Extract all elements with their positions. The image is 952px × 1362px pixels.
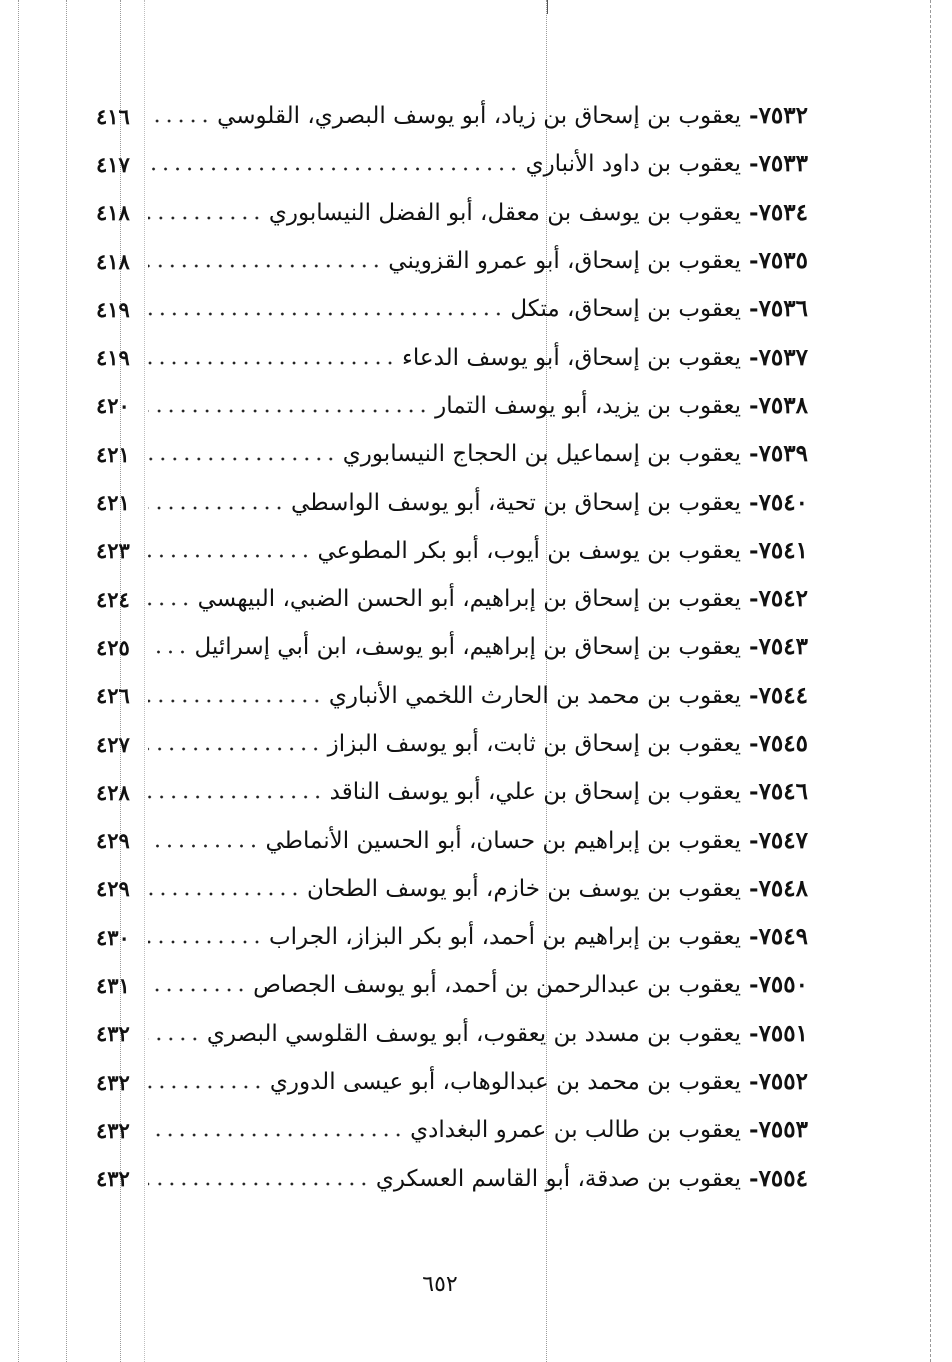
entry-title: يعقوب بن طالب بن عمرو البغدادي: [410, 1117, 742, 1144]
toc-entry: [96, 623, 808, 671]
dot-leader: [148, 793, 324, 801]
entry-number: ٧٥٥٤-: [749, 1164, 808, 1192]
entry-page-number: ٤٢٩: [96, 876, 130, 902]
dot-leader: [148, 262, 382, 270]
entry-number: ٧٥٤١-: [749, 536, 808, 564]
dot-leader: [148, 842, 259, 850]
entry-number: ٧٥٣٧-: [749, 343, 808, 371]
entry-page-number: ٤٣٠: [96, 924, 130, 950]
entry-text: [388, 249, 808, 273]
entry-page-number: ٤١٨: [96, 248, 130, 274]
entry-number: ٧٥٣٤-: [749, 198, 808, 226]
toc-entry: [96, 333, 808, 381]
dot-leader: [148, 890, 301, 898]
entry-page-number: ٤٢٨: [96, 779, 130, 805]
toc-entry: [96, 575, 808, 623]
entry-page-number: ٤٢٦: [96, 683, 130, 709]
entry-text: [435, 391, 808, 419]
toc-entry: [96, 913, 808, 961]
entry-title: يعقوب بن محمد بن عبدالوهاب، أبو عيسى الدوري: [269, 1069, 742, 1096]
dot-leader: [148, 1083, 264, 1091]
entry-text: [291, 488, 808, 516]
entry-text: [269, 925, 808, 949]
entry-number: ٧٥٥٠-: [749, 971, 808, 999]
toc-entry: [96, 382, 808, 430]
entry-number: ٧٥٥٣-: [749, 1116, 808, 1144]
scan-artifact-line: [18, 0, 19, 1362]
entry-number: ٧٥٣٩-: [749, 440, 808, 468]
toc-entry: [96, 237, 808, 285]
entry-number: ٧٥٤٩-: [749, 923, 808, 951]
entry-page-number: ٤٣٢: [96, 1117, 130, 1143]
dot-leader: [148, 1131, 404, 1139]
entry-text: [270, 1070, 808, 1094]
entry-title: يعقوب بن إسحاق بن ثابت، أبو يوسف البزاز: [327, 731, 742, 757]
page-number: ٦٥٢: [422, 1272, 458, 1297]
entry-title: يعقوب بن إسحاق بن إبراهيم، أبو الحسن الضبي، البيهسي: [197, 586, 742, 613]
entry-page-number: ٤٢١: [96, 441, 130, 467]
entry-number: ٧٥٥٢-: [749, 1068, 808, 1096]
entry-number: ٧٥٤٨-: [749, 874, 808, 902]
entry-page-number: ٤٢٣: [96, 538, 130, 564]
dot-leader: [148, 745, 322, 753]
toc-entry: [96, 1106, 808, 1154]
entry-title: يعقوب بن إسحاق، متكل: [510, 296, 742, 323]
entry-page-number: ٤٢٠: [96, 393, 130, 419]
entry-text: [268, 198, 808, 226]
entry-text: [194, 635, 808, 659]
toc-entry: [96, 1155, 808, 1203]
entry-title: يعقوب بن إسحاق بن علي، أبو يوسف الناقد: [329, 779, 742, 806]
entry-page-number: ٤١٦: [96, 103, 130, 129]
entry-page-number: ٤٢٥: [96, 634, 130, 660]
entry-text: [306, 874, 808, 902]
toc-entry: [96, 865, 808, 913]
entry-number: ٧٥٣٣-: [749, 150, 808, 178]
toc-entry: [96, 285, 808, 333]
toc-entry: [96, 189, 808, 237]
entry-text: [317, 536, 808, 564]
entry-title: يعقوب بن صدقة، أبو القاسم العسكري: [375, 1165, 742, 1192]
entry-number: ٧٥٥١-: [749, 1019, 808, 1047]
toc-entry: [96, 816, 808, 864]
entry-number: ٧٥٤٠-: [749, 488, 808, 516]
entry-number: ٧٥٣٨-: [749, 391, 808, 419]
entry-title: يعقوب بن إسحاق بن إبراهيم، أبو يوسف، ابن أبي إسرائيل: [194, 634, 742, 661]
entry-title: يعقوب بن إسحاق بن تحية، أبو يوسف الواسطي: [291, 489, 742, 516]
entry-number: ٧٥٤٣-: [749, 633, 808, 661]
entry-page-number: ٤١٩: [96, 296, 130, 322]
entry-number: ٧٥٤٥-: [749, 730, 808, 757]
entry-text: [328, 732, 808, 756]
scan-artifact-line: [930, 0, 931, 1362]
entry-title: يعقوب بن يزيد، أبو يوسف التمار: [435, 392, 742, 419]
entry-page-number: ٤١٧: [96, 151, 130, 177]
entry-number: ٧٥٤٤-: [749, 681, 808, 709]
entry-page-number: ٤٣٢: [96, 1021, 130, 1047]
entry-page-number: ٤٢٩: [96, 828, 130, 854]
entry-page-number: ٤١٨: [96, 200, 130, 226]
toc-entry: [96, 672, 808, 720]
entry-title: يعقوب بن يوسف بن أيوب، أبو بكر المطوعي: [317, 537, 742, 564]
dot-leader: [148, 165, 520, 173]
dot-leader: [148, 504, 285, 512]
entry-text: [510, 297, 808, 321]
entry-text: [526, 152, 808, 176]
entry-title: يعقوب بن داود الأنباري: [525, 151, 742, 178]
entry-text: [253, 973, 808, 997]
entry-text: [198, 587, 808, 611]
entry-text: [410, 1118, 808, 1142]
toc-entry: [96, 961, 808, 1009]
entry-title: يعقوب بن إبراهيم بن أحمد، أبو بكر البزاز، الجراب: [269, 924, 742, 951]
dot-leader: [148, 938, 263, 946]
dot-leader: [148, 310, 504, 318]
toc-entry: [96, 720, 808, 768]
entry-title: يعقوب بن إسحاق، أبو عمرو القزويني: [388, 248, 742, 275]
dot-leader: [148, 407, 429, 415]
entry-title: يعقوب بن إبراهيم بن حسان، أبو الحسين الأنماطي: [265, 827, 742, 854]
dot-leader: [148, 648, 188, 656]
entry-page-number: ٤١٩: [96, 345, 130, 371]
entry-title: يعقوب بن إسحاق، أبو يوسف الدعاء: [402, 344, 742, 371]
entry-number: ٧٥٣٢-: [749, 102, 808, 130]
toc-entry: [96, 768, 808, 816]
entry-page-number: ٤٣٢: [96, 1069, 130, 1095]
dot-leader: [148, 552, 311, 560]
entry-number: ٧٥٣٦-: [749, 295, 808, 323]
entry-text: [328, 681, 808, 709]
dot-leader: [148, 455, 337, 463]
entry-title: يعقوب بن يوسف بن خازم، أبو يوسف الطحان: [306, 875, 742, 902]
entry-text: [265, 826, 808, 854]
entry-page-number: ٤٣١: [96, 972, 130, 998]
entry-page-number: ٤٢١: [96, 490, 130, 516]
scan-artifact-line: [66, 0, 67, 1362]
dot-leader: [148, 600, 192, 608]
entry-title: يعقوب بن إسماعيل بن الحجاج النيسابوري: [342, 441, 742, 468]
dot-leader: [148, 1035, 201, 1043]
entry-number: ٧٥٤٦-: [749, 778, 808, 806]
dot-leader: [148, 359, 396, 367]
entry-title: يعقوب بن يوسف بن معقل، أبو الفضل النيسابوري: [268, 199, 742, 226]
entry-title: يعقوب بن مسدد بن يعقوب، أبو يوسف القلوسي البصري: [206, 1020, 742, 1047]
entry-page-number: ٤٢٤: [96, 586, 130, 612]
dot-leader: [148, 697, 323, 705]
entry-text: [330, 780, 808, 804]
entry-title: يعقوب بن إسحاق بن زياد، أبو يوسف البصري، القلوسي: [217, 103, 742, 130]
entry-number: ٧٥٤٢-: [749, 585, 808, 613]
entry-title: يعقوب بن محمد بن الحارث اللخمي الأنباري: [328, 682, 742, 709]
toc-entry: [96, 92, 808, 140]
entry-page-number: ٤٣٢: [96, 1166, 130, 1192]
dot-leader: [148, 986, 247, 994]
entry-text: [217, 104, 808, 128]
dot-leader: [148, 1180, 370, 1188]
scan-artifact-tick: [547, 0, 548, 14]
entry-title: يعقوب بن عبدالرحمن بن أحمد، أبو يوسف الجصاص: [253, 972, 742, 999]
entry-page-number: ٤٢٧: [96, 731, 130, 757]
toc-entry: [96, 527, 808, 575]
entry-text: [343, 442, 808, 466]
dot-leader: [148, 117, 211, 125]
toc-entry: [96, 430, 808, 478]
toc-entry: [96, 140, 808, 188]
entry-number: ٧٥٤٧-: [749, 826, 808, 854]
entry-text: [402, 343, 808, 371]
entry-text: [375, 1164, 808, 1192]
entry-text: [206, 1019, 808, 1047]
toc-entry: [96, 1058, 808, 1106]
dot-leader: [148, 214, 263, 222]
entry-number: ٧٥٣٥-: [749, 247, 808, 275]
toc-entry: [96, 1010, 808, 1058]
table-of-contents: [96, 92, 808, 1203]
toc-entry: [96, 478, 808, 526]
